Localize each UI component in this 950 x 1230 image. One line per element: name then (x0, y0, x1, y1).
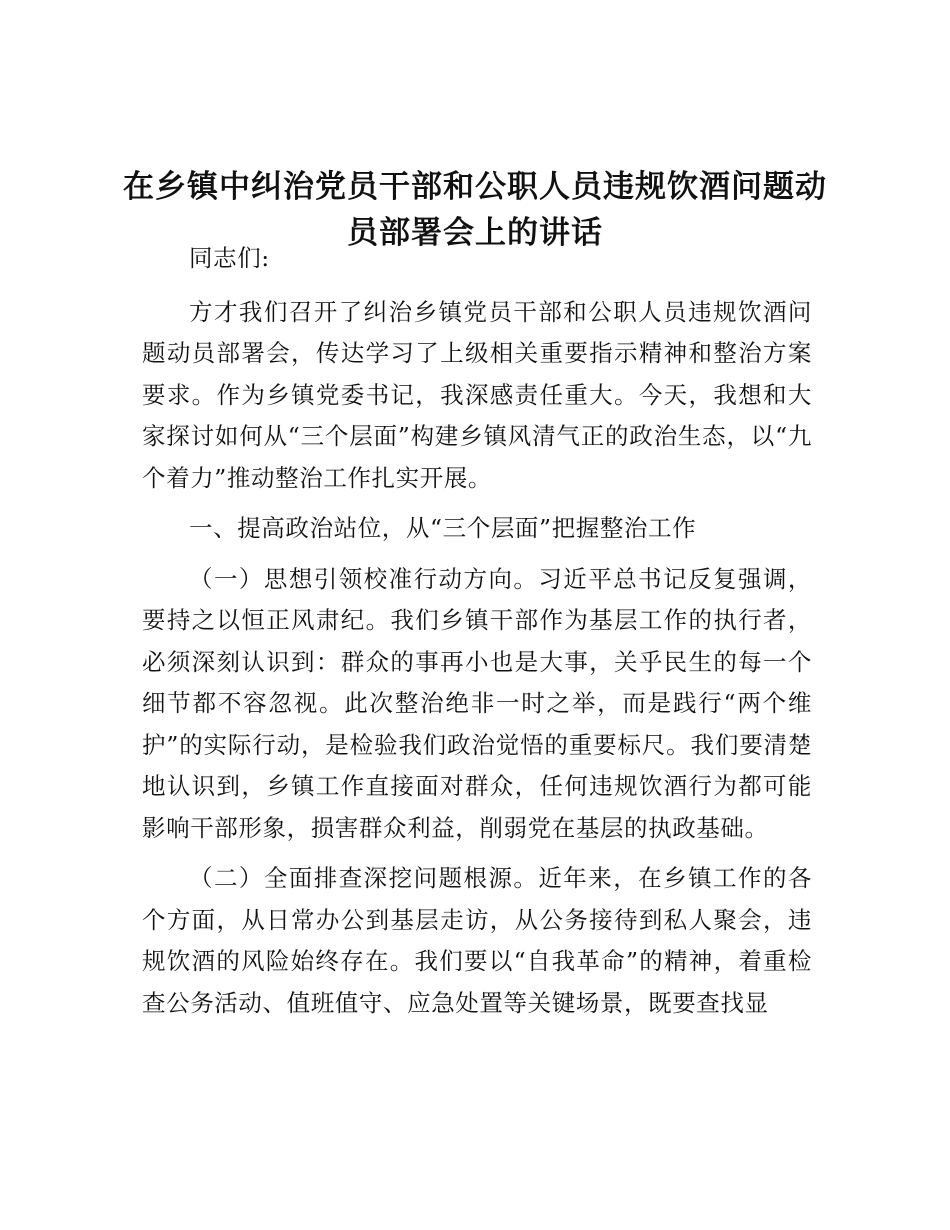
paragraph-subsection-1: （一）思想引领校准行动方向。习近平总书记反复强调，要持之以恒正风肃纪。我们乡镇干部作为基层工作的执行者，必须深刻认识到：群众的事再小也是大事，关乎民生的每一个细节都不容忽视。此次整治绝非一时之举，而是践行“两个维护”的实际行动，是检验我们政治觉悟的重要标尺。我们要清楚地认识到，乡镇工作直接面对群众，任何违规饮酒行为都可能影响干部形象，损害群众利益，削弱党在基层的执政基础。 (142, 564, 812, 842)
salutation: 同志们: (189, 244, 270, 272)
document-body (142, 238, 812, 1033)
paragraph-intro: 方才我们召开了纠治乡镇党员干部和公职人员违规饮酒问题动员部署会，传达学习了上级相关重要指示精神和整治方案要求。作为乡镇党委书记，我深感责任重大。今天，我想和大家探讨如何从“三个层面”构建乡镇风清气正的政治生态，以“九个着力”推动整治工作扎实开展。 (142, 297, 812, 492)
document-title: 在乡镇中纠治党员干部和公职人员违规饮酒问题动员部署会上的讲话 (123, 169, 827, 251)
section-heading-1: 一、提高政治站位，从“三个层面”把握整治工作 (189, 514, 697, 542)
paragraph-subsection-2: （二）全面排查深挖问题根源。近年来，在乡镇工作的各个方面，从日常办公到基层走访，从公务接待到私人聚会，违规饮酒的风险始终存在。我们要以“自我革命”的精神，着重检查公务活动、值班值守、应急处置等关键场景，既要查找显 (142, 864, 812, 1017)
